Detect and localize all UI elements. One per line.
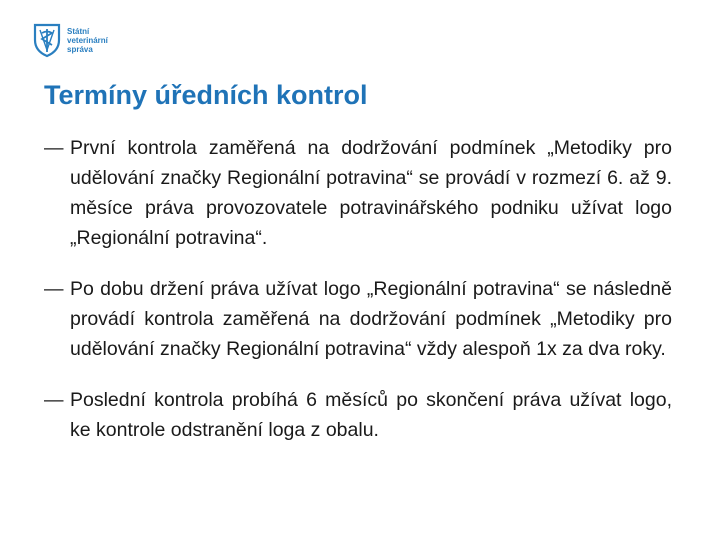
bullet-item-1: — První kontrola zaměřená na dodržování podmínek „Metodiky pro udělování značky Regionální potravina“ se provádí v rozmezí 6. až 9. měsíce práva provozovatele potravinářského podniku užívat logo „Regionální potravina“.: [44, 133, 672, 253]
logo-line-3: správa: [67, 44, 93, 54]
page-title: Termíny úředních kontrol: [44, 80, 368, 110]
logo: [33, 22, 108, 58]
bullet-item-3: — Poslední kontrola probíhá 6 měsíců po skončení práva užívat logo, ke kontrole odstranění loga z obalu.: [44, 385, 672, 445]
logo-line-2: veterinární: [67, 35, 108, 45]
svs-shield-logo-icon: [33, 22, 61, 58]
bullet-list: [44, 133, 672, 466]
logo-text: [67, 27, 108, 54]
logo-line-1: Státní: [67, 26, 90, 36]
bullet-item-2: — Po dobu držení práva užívat logo „Regionální potravina“ se následně provádí kontrola zaměřená na dodržování podmínek „Metodiky pro udělování značky Regionální potravina“ vždy alespoň 1x za dva roky.: [44, 274, 672, 364]
